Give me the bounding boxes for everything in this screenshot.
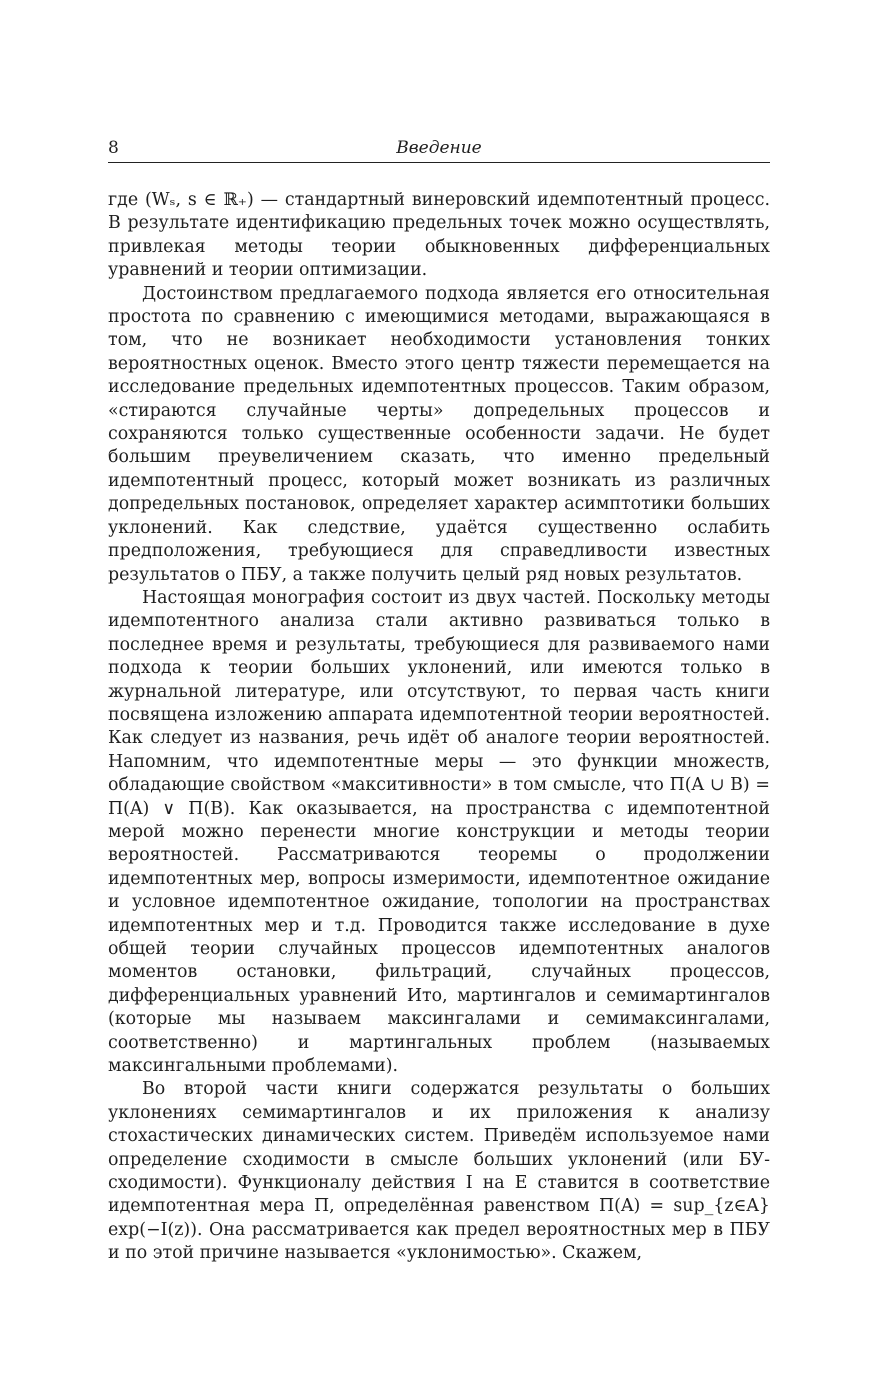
page-number: 8: [108, 138, 119, 158]
running-head: [108, 138, 770, 163]
body-text: [108, 189, 770, 1266]
paragraph-3: Настоящая монография состоит из двух частей. Поскольку методы идемпотентного анализа стали активно развиваться только в последнее время и результаты, требующиеся для развиваемого нами подхода к теории больших уклонений, или имеются только в журнальной литературе, или отсутствуют, то первая часть книги посвящена изложению аппарата идемпотентной теории вероятностей. Как следует из названия, речь идёт об аналоге теории вероятностей. Напомним, что идемпотентные меры — это функции множеств, обладающие свойством «макситивности» в том смысле, что Π(A ∪ B) = Π(A) ∨ Π(B). Как оказывается, на пространства с идемпотентной мерой можно перенести многие конструкции и методы теории вероятностей. Рассматриваются теоремы о продолжении идемпотентных мер, вопросы измеримости, идемпотентное ожидание и условное идемпотентное ожидание, топологии на пространствах идемпотентных мер и т.д. Проводится также исследование в духе общей теории случайных процессов идемпотентных аналогов моментов остановки, фильтраций, случайных процессов, дифференциальных уравнений Ито, мартингалов и семимартингалов (которые мы называем максингалами и семимаксингалами, соответственно) и мартингальных проблем (называемых максингальными проблемами).: [108, 587, 770, 1077]
paragraph-4: Во второй части книги содержатся результаты о больших уклонениях семимартингалов и их приложения к анализу стохастических динамических систем. Приведём используемое нами определение сходимости в смысле больших уклонений (или БУ-сходимости). Функционалу действия I на E ставится в соответствие идемпотентная мера Π, определённая равенством Π(A) = sup_{z∈A} exp(−I(z)). Она рассматривается как предел вероятностных мер в ПБУ и по этой причине называется «уклонимостью». Скажем,: [108, 1079, 770, 1264]
page: [108, 138, 770, 1266]
paragraph-1: где (Wₛ, s ∈ ℝ₊) — стандартный винеровский идемпотентный процесс. В результате идентификацию предельных точек можно осуществлять, привлекая методы теории обыкновенных дифференциальных уравнений и теории оптимизации.: [108, 190, 770, 281]
paragraph-2: Достоинством предлагаемого подхода является его относительная простота по сравнению с имеющимися методами, выражающаяся в том, что не возникает необходимости установления тонких вероятностных оценок. Вместо этого центр тяжести перемещается на исследование предельных идемпотентных процессов. Таким образом, «стираются случайные черты» допредельных процессов и сохраняются только существенные особенности задачи. Не будет большим преувеличением сказать, что именно предельный идемпотентный процесс, который может возникать из различных допредельных постановок, определяет характер асимптотики больших уклонений. Как следствие, удаётся существенно ослабить предположения, требующиеся для справедливости известных результатов о ПБУ, а также получить целый ряд новых результатов.: [108, 283, 770, 585]
section-title: Введение: [396, 138, 482, 158]
